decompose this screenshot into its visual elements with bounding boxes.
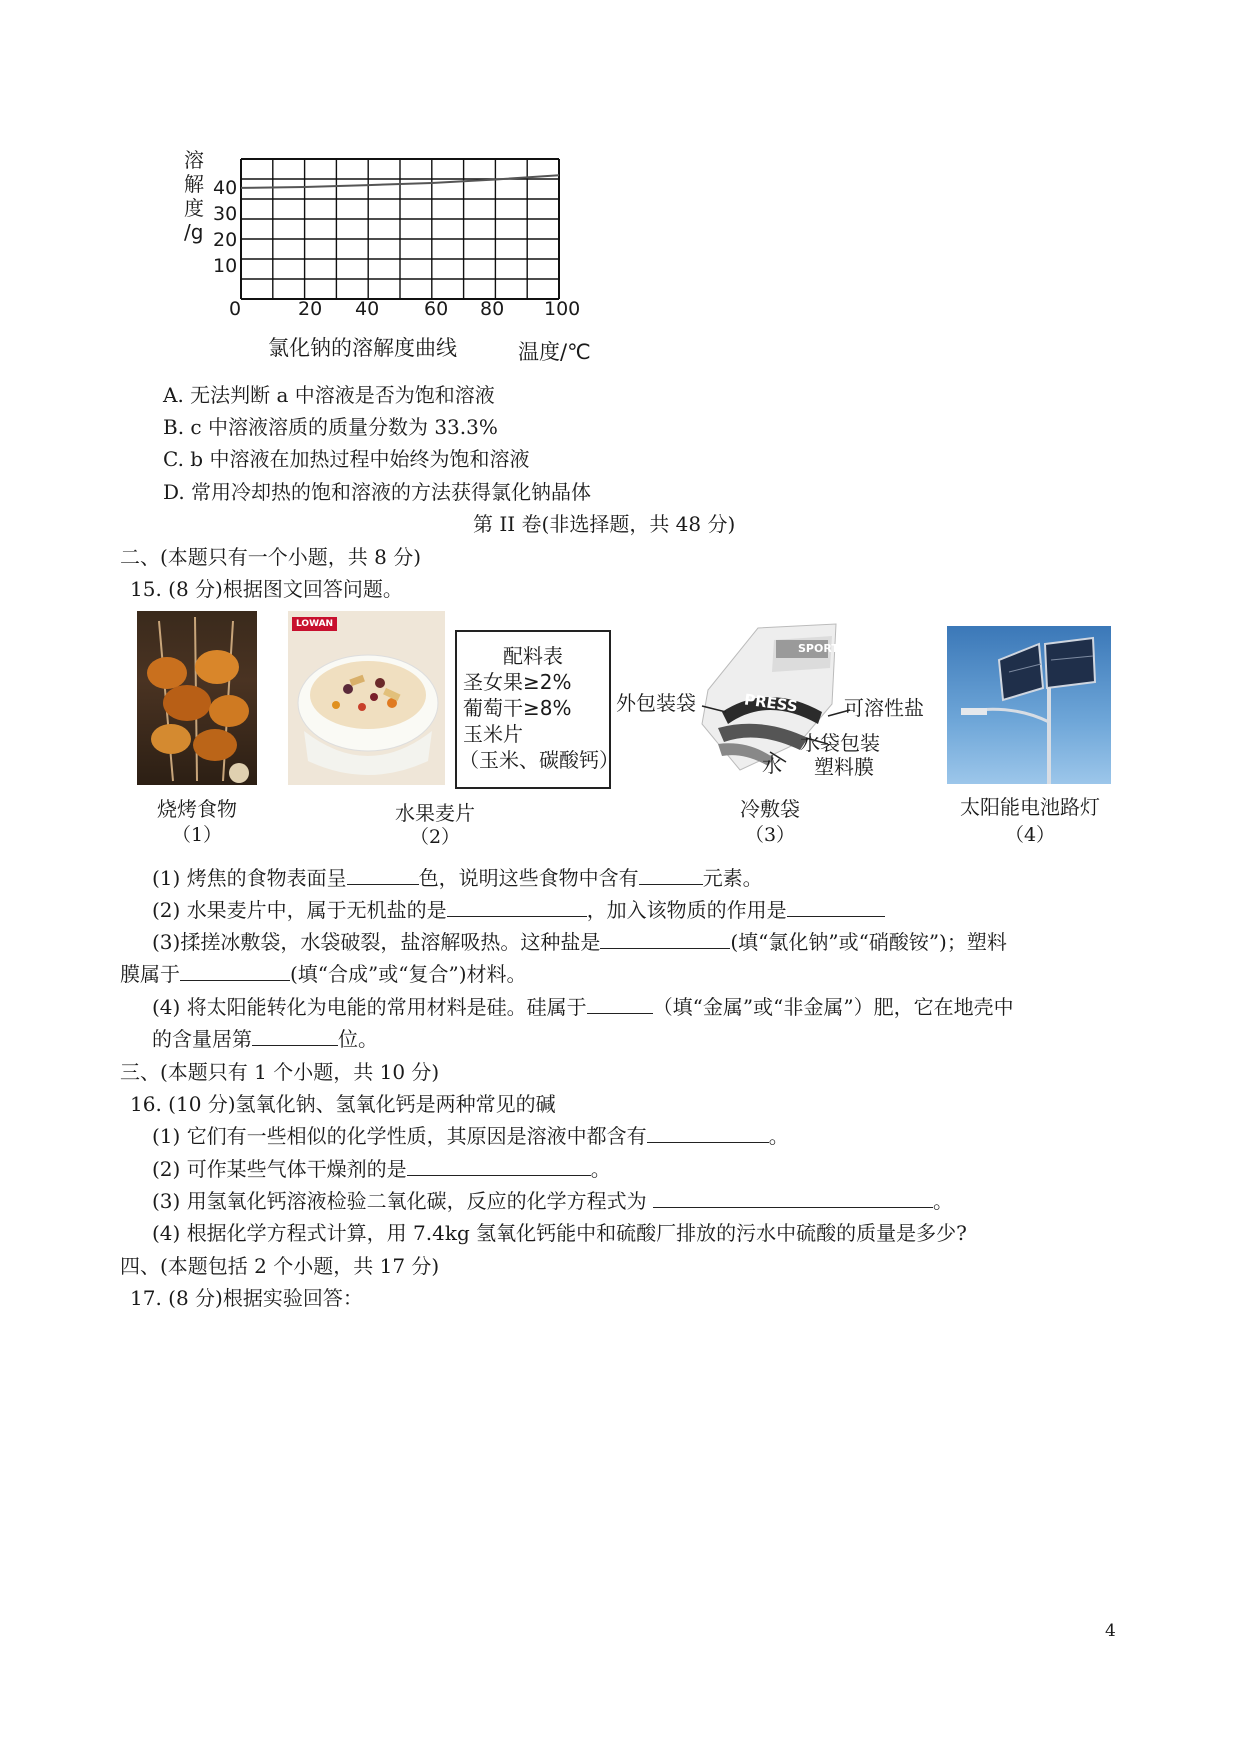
solar-panel-icon (947, 626, 1111, 784)
q15-3-text: (3)揉搓冰敷袋，水袋破裂，盐溶解吸热。这种盐是 (152, 930, 601, 954)
ytick: 30 (213, 203, 238, 225)
ingredient-table (455, 630, 619, 789)
chart-plot-area (240, 158, 560, 300)
label-soluble-salt: 可溶性盐 (844, 696, 924, 720)
q15-4-text: （填“金属”或“非金属”）肥，它在地壳中 (652, 995, 1014, 1019)
label-outer-bag: 外包装袋 (616, 691, 696, 715)
figure-2-caption: 水果麦片 (395, 801, 475, 825)
q16-2-text: 。 (590, 1157, 611, 1181)
ingredient-row: 玉米片 (463, 722, 523, 746)
ytick: 20 (213, 229, 238, 251)
q15-3-text: (填“合成”或“复合”)材料。 (290, 962, 527, 986)
answer-blank[interactable] (587, 993, 653, 1014)
ylabel-char: 溶 (184, 148, 204, 172)
bbq-skewers-icon (137, 611, 257, 785)
q16-1-text: (1) 它们有一些相似的化学性质，其原因是溶液中都含有 (152, 1124, 647, 1148)
bbq-food-photo (137, 611, 257, 785)
xtick: 0 (229, 298, 242, 320)
label-film-2: 塑料膜 (814, 755, 874, 779)
q15-2-text: (2) 水果麦片中，属于无机盐的是 (152, 898, 447, 922)
question-15: 15. (8 分)根据图文回答问题。 (130, 577, 403, 601)
q15-item-1 (152, 864, 763, 892)
figure-4-number: （4） (1004, 824, 1056, 846)
cereal-bowl-icon (288, 611, 445, 785)
section-heading: 二、(本题只有一个小题，共 8 分) (120, 545, 422, 569)
question-16: 16. (10 分)氢氧化钠、氢氧化钙是两种常见的碱 (130, 1092, 556, 1116)
label-film-1: 水袋包装 (800, 731, 880, 755)
ingredient-row: 圣女果≥2% (463, 670, 572, 694)
ingredient-row: 葡萄干≥8% (463, 696, 572, 720)
q16-1-text: 。 (768, 1124, 789, 1148)
ylabel-char: 度 (184, 196, 204, 220)
q15-1-text: (1) 烤焦的食物表面呈 (152, 866, 347, 890)
q15-item-4-cont (152, 1025, 378, 1053)
q15-4-text: 的含量居第 (152, 1027, 252, 1051)
ylabel-char: 解 (184, 172, 204, 196)
label-water: 水 (762, 753, 782, 777)
answer-blank[interactable] (647, 1122, 769, 1143)
figure-3-number: （3） (744, 824, 796, 846)
ingredient-table-title: 配料表 (503, 644, 563, 668)
q15-1-text: 色，说明这些食物中含有 (418, 866, 639, 890)
section-heading: 三、(本题只有 1 个小题，共 10 分) (120, 1060, 440, 1084)
figure-1-number: （1） (171, 824, 223, 846)
answer-blank[interactable] (407, 1155, 591, 1176)
q15-3-text: 膜属于 (120, 962, 180, 986)
q15-2-text: ，加入该物质的作用是 (586, 898, 787, 922)
q15-4-text: (4) 将太阳能转化为电能的常用材料是硅。硅属于 (152, 995, 587, 1019)
page-number: 4 (1105, 1621, 1116, 1641)
q16-3-text: (3) 用氢氧化钙溶液检验二氧化碳，反应的化学方程式为 (152, 1189, 647, 1213)
xtick: 100 (544, 298, 581, 320)
q16-2-text: (2) 可作某些气体干燥剂的是 (152, 1157, 407, 1181)
part-title: 第 II 卷(非选择题，共 48 分) (473, 512, 736, 536)
xtick: 40 (355, 298, 380, 320)
chart-ylabel (184, 148, 204, 244)
q16-item-1 (152, 1122, 789, 1150)
xtick: 80 (480, 298, 505, 320)
chart-caption: 氯化钠的溶解度曲线 (268, 336, 457, 360)
answer-blank[interactable] (347, 864, 419, 885)
q15-item-3-cont (120, 960, 527, 988)
figure-3-caption: 冷敷袋 (740, 797, 800, 821)
option-a: A. 无法判断 a 中溶液是否为饱和溶液 (163, 383, 495, 407)
sport-label: SPORT (798, 642, 839, 655)
q16-3-text: 。 (933, 1189, 954, 1213)
answer-blank[interactable] (787, 896, 885, 917)
xtick: 20 (298, 298, 323, 320)
figure-1-caption: 烧烤食物 (157, 797, 237, 821)
cereal-brand-logo: LOWAN (292, 617, 337, 631)
xtick: 60 (424, 298, 449, 320)
answer-blank[interactable] (180, 960, 290, 981)
q16-item-4: (4) 根据化学方程式计算，用 7.4kg 氢氧化钙能中和硫酸厂排放的污水中硫酸的质量是多少? (152, 1221, 967, 1245)
option-b: B. c 中溶液溶质的质量分数为 33.3% (163, 415, 498, 439)
cold-pack-diagram (618, 620, 938, 790)
figure-2-number: （2） (409, 826, 461, 848)
option-d: D. 常用冷却热的饱和溶液的方法获得氯化钠晶体 (163, 480, 592, 504)
chart-xlabel: 温度/℃ (518, 340, 591, 364)
answer-blank[interactable] (639, 864, 703, 885)
q15-item-4 (152, 993, 1014, 1021)
ylabel-char: /g (184, 220, 204, 244)
answer-blank[interactable] (600, 928, 730, 949)
q15-3-text: (填“氯化钠”或“硝酸铵”)；塑料 (730, 930, 1007, 954)
question-17: 17. (8 分)根据实验回答： (130, 1286, 363, 1310)
q15-4-text: 位。 (338, 1027, 378, 1051)
ytick: 40 (213, 177, 238, 199)
q15-item-3 (152, 928, 1007, 956)
ytick: 10 (213, 255, 238, 277)
q16-item-2 (152, 1155, 611, 1183)
press-label: PRESS (743, 690, 799, 716)
q15-1-text: 元素。 (702, 866, 763, 890)
figure-4-caption: 太阳能电池路灯 (960, 795, 1100, 819)
answer-blank[interactable] (447, 896, 587, 917)
ingredient-row: （玉米、碳酸钙） (459, 748, 619, 772)
q16-item-3 (152, 1187, 953, 1215)
section-heading: 四、(本题包括 2 个小题，共 17 分) (120, 1254, 440, 1278)
answer-blank[interactable] (252, 1025, 338, 1046)
q15-item-2 (152, 896, 885, 924)
cereal-photo (288, 611, 445, 785)
solar-lamp-photo (947, 626, 1111, 784)
answer-blank[interactable] (653, 1187, 933, 1208)
option-c: C. b 中溶液在加热过程中始终为饱和溶液 (163, 447, 530, 471)
